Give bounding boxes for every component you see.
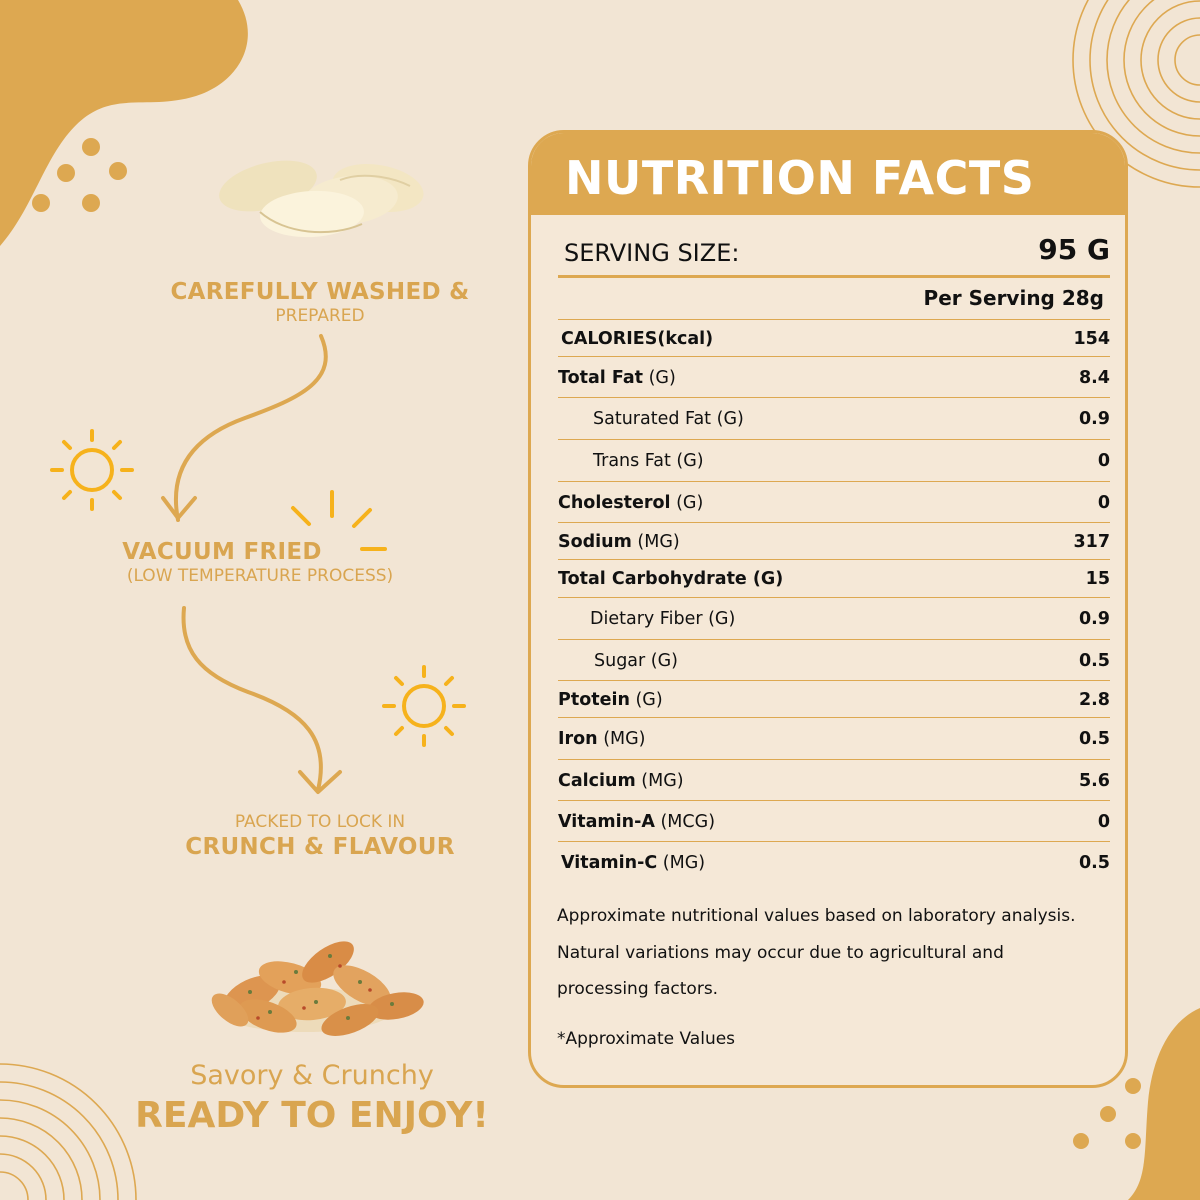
nutrient-name: Total Fat — [558, 367, 644, 388]
nutrient-name: Iron — [558, 729, 598, 749]
nutrient-row — [558, 397, 1110, 440]
nutrient-label — [593, 409, 744, 429]
nutrient-label — [558, 690, 663, 710]
nutrient-name: Dietary Fiber (G) — [590, 609, 736, 629]
nutrient-value: 2.8 — [1078, 689, 1110, 710]
nutrient-unit: (MCG) — [654, 811, 716, 832]
nutrient-value: 0 — [1097, 811, 1110, 832]
nutrient-value: 0.9 — [1078, 409, 1110, 429]
nutrient-row — [558, 439, 1110, 482]
nutrient-value: 0.5 — [1078, 853, 1110, 873]
nutrition-note-line: processing factors. — [557, 979, 719, 999]
step-fried — [70, 539, 450, 586]
fried-garlic-image — [206, 933, 426, 1042]
nutrient-row — [558, 680, 1110, 718]
nutrient-label — [593, 451, 704, 471]
bottom-right-dots — [1073, 1078, 1141, 1149]
nutrient-row — [558, 481, 1110, 523]
nutrient-row — [558, 759, 1110, 801]
garlic-cloves-image — [214, 152, 427, 240]
serving-size-label: SERVING SIZE: — [564, 239, 740, 267]
nutrient-name: Calcium — [558, 770, 636, 791]
nutrient-label — [594, 651, 678, 671]
serving-size-value: 95 G — [1038, 233, 1110, 266]
nutrient-name: Ptotein — [558, 689, 630, 710]
nutrient-value: 0.5 — [1078, 729, 1110, 749]
nutrient-value: 5.6 — [1078, 770, 1110, 791]
nutrient-unit: (MG) — [597, 729, 646, 749]
nutrient-unit: (G) — [629, 689, 663, 710]
serving-divider — [558, 275, 1110, 278]
nutrient-value: 15 — [1085, 569, 1110, 589]
step-enjoy-subtitle: Savory & Crunchy — [190, 1060, 434, 1091]
nutrition-facts-panel — [528, 130, 1128, 1088]
nutrient-name: Vitamin-C — [561, 853, 658, 873]
sun-icon — [384, 667, 464, 745]
step-packed-subtitle: PACKED TO LOCK IN — [234, 812, 406, 832]
sun-icon — [52, 431, 132, 509]
nutrient-label — [561, 853, 705, 873]
nutrition-title: NUTRITION FACTS — [565, 151, 1035, 205]
nutrient-value: 0.9 — [1078, 609, 1110, 629]
nutrient-row — [558, 356, 1110, 398]
nutrient-label — [558, 771, 684, 791]
nutrient-row — [558, 800, 1110, 842]
nutrient-row — [558, 522, 1110, 560]
nutrition-note — [557, 898, 1117, 1008]
nutrient-name: Cholesterol — [558, 492, 671, 513]
nutrient-unit: (MG) — [657, 853, 706, 873]
nutrient-row — [558, 717, 1110, 760]
nutrient-value: 0.5 — [1078, 650, 1110, 671]
nutrient-row — [558, 597, 1110, 640]
nutrient-name: Trans Fat (G) — [593, 451, 704, 471]
nutrient-label — [558, 812, 715, 832]
nutrient-label — [558, 569, 783, 589]
nutrient-name: Sugar (G) — [594, 650, 679, 671]
step-fried-title: VACUUM FRIED — [122, 539, 322, 565]
nutrient-unit: (MG) — [635, 770, 684, 791]
nutrient-row — [558, 841, 1110, 884]
flow-arrow-icon — [184, 608, 340, 792]
step-washed — [140, 279, 500, 326]
nutrient-unit: (G) — [643, 367, 676, 388]
nutrient-row — [558, 559, 1110, 598]
nutrient-row — [558, 319, 1110, 357]
nutrition-note-line: Approximate nutritional values based on laboratory analysis. — [557, 906, 1076, 926]
nutrient-label — [558, 532, 680, 552]
step-washed-title: CAREFULLY WASHED & — [170, 279, 470, 305]
nutrition-note-line: Natural variations may occur due to agricultural and — [557, 942, 1004, 963]
nutrient-value: 0 — [1097, 451, 1110, 471]
nutrient-label — [558, 368, 676, 388]
nutrient-name: Saturated Fat (G) — [593, 409, 744, 429]
nutrient-name: Total Carbohydrate (G) — [558, 569, 784, 589]
nutrient-value: 317 — [1073, 531, 1110, 552]
nutrient-unit: (MG) — [631, 531, 680, 552]
nutrient-value: 0 — [1097, 492, 1110, 513]
nutrient-row — [558, 639, 1110, 681]
step-fried-subtitle: (LOW TEMPERATURE PROCESS) — [126, 566, 394, 586]
nutrient-value: 154 — [1073, 328, 1110, 349]
nutrient-label — [558, 729, 646, 749]
step-enjoy — [112, 1060, 512, 1136]
serving-size-row — [558, 231, 1110, 275]
step-packed-title: CRUNCH & FLAVOUR — [185, 834, 455, 860]
approximate-values-note: *Approximate Values — [557, 1029, 736, 1049]
per-serving-label: Per Serving 28g — [923, 286, 1104, 310]
step-enjoy-title: READY TO ENJOY! — [135, 1095, 489, 1136]
flow-arrow-icon — [163, 336, 326, 520]
nutrient-name: CALORIES(kcal) — [561, 328, 714, 349]
nutrient-label — [558, 493, 703, 513]
nutrient-name: Sodium — [558, 531, 632, 552]
nutrient-label — [590, 609, 735, 629]
step-washed-subtitle: PREPARED — [275, 306, 365, 326]
nutrient-name: Vitamin-A — [558, 811, 655, 832]
bottom-right-blob — [1128, 1008, 1200, 1200]
step-packed — [120, 812, 520, 860]
nutrient-label — [561, 329, 713, 349]
nutrient-unit: (G) — [670, 492, 704, 513]
nutrient-value: 8.4 — [1078, 367, 1110, 388]
